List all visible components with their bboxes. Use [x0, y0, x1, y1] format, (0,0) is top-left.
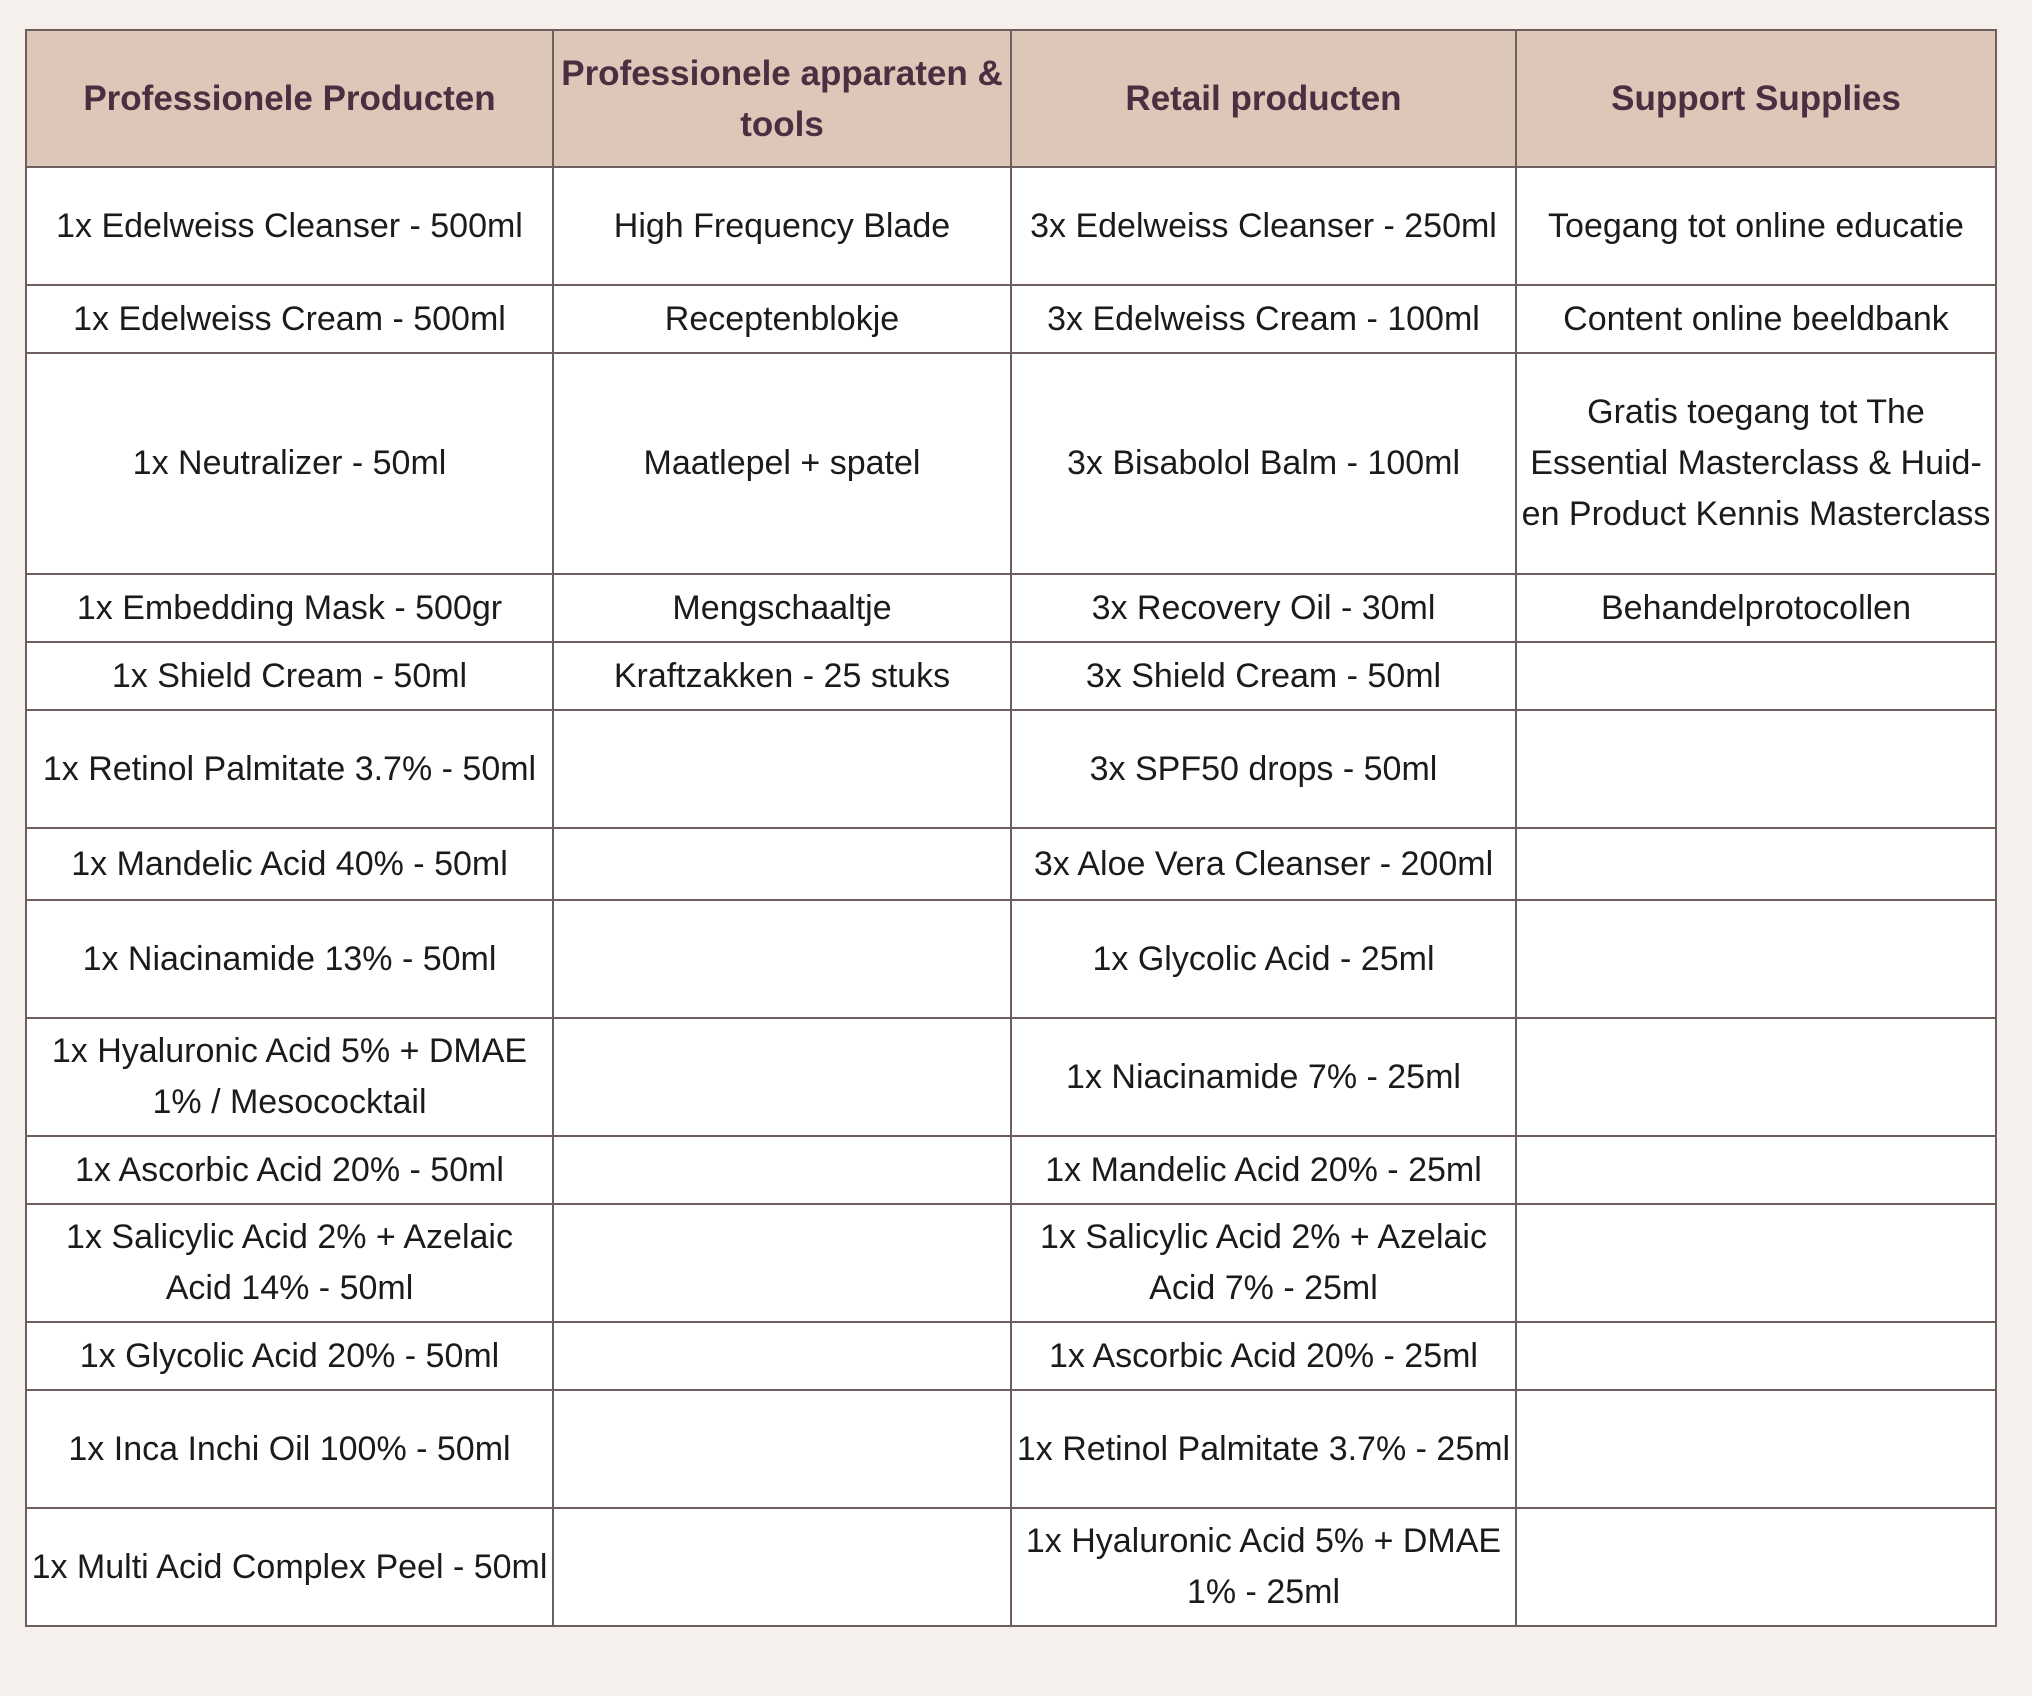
table-cell-professionele-producten: 1x Hyaluronic Acid 5% + DMAE 1% / Mesococktail	[26, 1018, 553, 1136]
table-cell-retail-producten: 3x SPF50 drops - 50ml	[1011, 710, 1516, 828]
table-cell-support-supplies	[1516, 642, 1996, 710]
table-cell-support-supplies	[1516, 1322, 1996, 1390]
table-row	[26, 710, 1996, 828]
table-cell-retail-producten: 3x Edelweiss Cream - 100ml	[1011, 285, 1516, 353]
table-cell-professionele-apparaten: High Frequency Blade	[553, 167, 1011, 285]
table-cell-retail-producten: 3x Recovery Oil - 30ml	[1011, 574, 1516, 642]
table-row	[26, 1018, 1996, 1136]
table-cell-retail-producten: 1x Hyaluronic Acid 5% + DMAE 1% - 25ml	[1011, 1508, 1516, 1626]
table-cell-professionele-apparaten: Maatlepel + spatel	[553, 353, 1011, 574]
table-cell-retail-producten: 3x Bisabolol Balm - 100ml	[1011, 353, 1516, 574]
table-body	[26, 167, 1996, 1626]
table-cell-professionele-producten: 1x Edelweiss Cream - 500ml	[26, 285, 553, 353]
table-cell-retail-producten: 3x Shield Cream - 50ml	[1011, 642, 1516, 710]
table-cell-professionele-apparaten: Mengschaaltje	[553, 574, 1011, 642]
table-cell-support-supplies	[1516, 1136, 1996, 1204]
table-cell-professionele-apparaten	[553, 900, 1011, 1018]
table-cell-professionele-producten: 1x Shield Cream - 50ml	[26, 642, 553, 710]
table-cell-professionele-apparaten	[553, 1136, 1011, 1204]
product-table-container	[25, 29, 1995, 1627]
table-row	[26, 900, 1996, 1018]
table-row	[26, 1508, 1996, 1626]
table-row	[26, 1136, 1996, 1204]
product-table	[25, 29, 1997, 1627]
table-cell-professionele-producten: 1x Neutralizer - 50ml	[26, 353, 553, 574]
table-cell-professionele-apparaten	[553, 1390, 1011, 1508]
table-cell-professionele-apparaten	[553, 1322, 1011, 1390]
table-cell-retail-producten: 1x Ascorbic Acid 20% - 25ml	[1011, 1322, 1516, 1390]
table-cell-retail-producten: 3x Aloe Vera Cleanser - 200ml	[1011, 828, 1516, 900]
header-professionele-apparaten: Professionele apparaten & tools	[553, 30, 1011, 167]
table-cell-support-supplies	[1516, 1018, 1996, 1136]
table-row	[26, 1204, 1996, 1322]
table-cell-professionele-producten: 1x Multi Acid Complex Peel - 50ml	[26, 1508, 553, 1626]
table-cell-support-supplies	[1516, 900, 1996, 1018]
table-row	[26, 285, 1996, 353]
table-row	[26, 1390, 1996, 1508]
table-row	[26, 167, 1996, 285]
table-cell-support-supplies: Behandelprotocollen	[1516, 574, 1996, 642]
table-row	[26, 574, 1996, 642]
table-cell-professionele-apparaten: Receptenblokje	[553, 285, 1011, 353]
table-cell-retail-producten: 3x Edelweiss Cleanser - 250ml	[1011, 167, 1516, 285]
table-cell-professionele-producten: 1x Niacinamide 13% - 50ml	[26, 900, 553, 1018]
table-cell-retail-producten: 1x Salicylic Acid 2% + Azelaic Acid 7% - 25ml	[1011, 1204, 1516, 1322]
table-cell-support-supplies: Gratis toegang tot The Essential Masterclass & Huid- en Product Kennis Masterclass	[1516, 353, 1996, 574]
table-cell-professionele-producten: 1x Mandelic Acid 40% - 50ml	[26, 828, 553, 900]
table-cell-professionele-apparaten	[553, 710, 1011, 828]
table-row	[26, 642, 1996, 710]
table-cell-retail-producten: 1x Mandelic Acid 20% - 25ml	[1011, 1136, 1516, 1204]
table-cell-support-supplies	[1516, 1204, 1996, 1322]
table-cell-support-supplies	[1516, 1508, 1996, 1626]
table-cell-professionele-producten: 1x Embedding Mask - 500gr	[26, 574, 553, 642]
table-row	[26, 828, 1996, 900]
table-cell-retail-producten: 1x Retinol Palmitate 3.7% - 25ml	[1011, 1390, 1516, 1508]
table-cell-professionele-producten: 1x Edelweiss Cleanser - 500ml	[26, 167, 553, 285]
table-cell-professionele-apparaten: Kraftzakken - 25 stuks	[553, 642, 1011, 710]
table-cell-professionele-apparaten	[553, 828, 1011, 900]
table-cell-professionele-producten: 1x Retinol Palmitate 3.7% - 50ml	[26, 710, 553, 828]
table-cell-support-supplies	[1516, 710, 1996, 828]
header-professionele-producten: Professionele Producten	[26, 30, 553, 167]
table-cell-support-supplies: Toegang tot online educatie	[1516, 167, 1996, 285]
table-row	[26, 1322, 1996, 1390]
table-cell-retail-producten: 1x Glycolic Acid - 25ml	[1011, 900, 1516, 1018]
table-cell-professionele-apparaten	[553, 1508, 1011, 1626]
table-cell-retail-producten: 1x Niacinamide 7% - 25ml	[1011, 1018, 1516, 1136]
table-cell-professionele-producten: 1x Ascorbic Acid 20% - 50ml	[26, 1136, 553, 1204]
table-cell-professionele-apparaten	[553, 1204, 1011, 1322]
table-cell-support-supplies	[1516, 1390, 1996, 1508]
table-cell-professionele-apparaten	[553, 1018, 1011, 1136]
table-cell-professionele-producten: 1x Salicylic Acid 2% + Azelaic Acid 14% - 50ml	[26, 1204, 553, 1322]
table-row	[26, 353, 1996, 574]
table-cell-support-supplies	[1516, 828, 1996, 900]
header-retail-producten: Retail producten	[1011, 30, 1516, 167]
table-cell-support-supplies: Content online beeldbank	[1516, 285, 1996, 353]
table-cell-professionele-producten: 1x Glycolic Acid 20% - 50ml	[26, 1322, 553, 1390]
table-cell-professionele-producten: 1x Inca Inchi Oil 100% - 50ml	[26, 1390, 553, 1508]
table-header-row	[26, 30, 1996, 167]
header-support-supplies: Support Supplies	[1516, 30, 1996, 167]
